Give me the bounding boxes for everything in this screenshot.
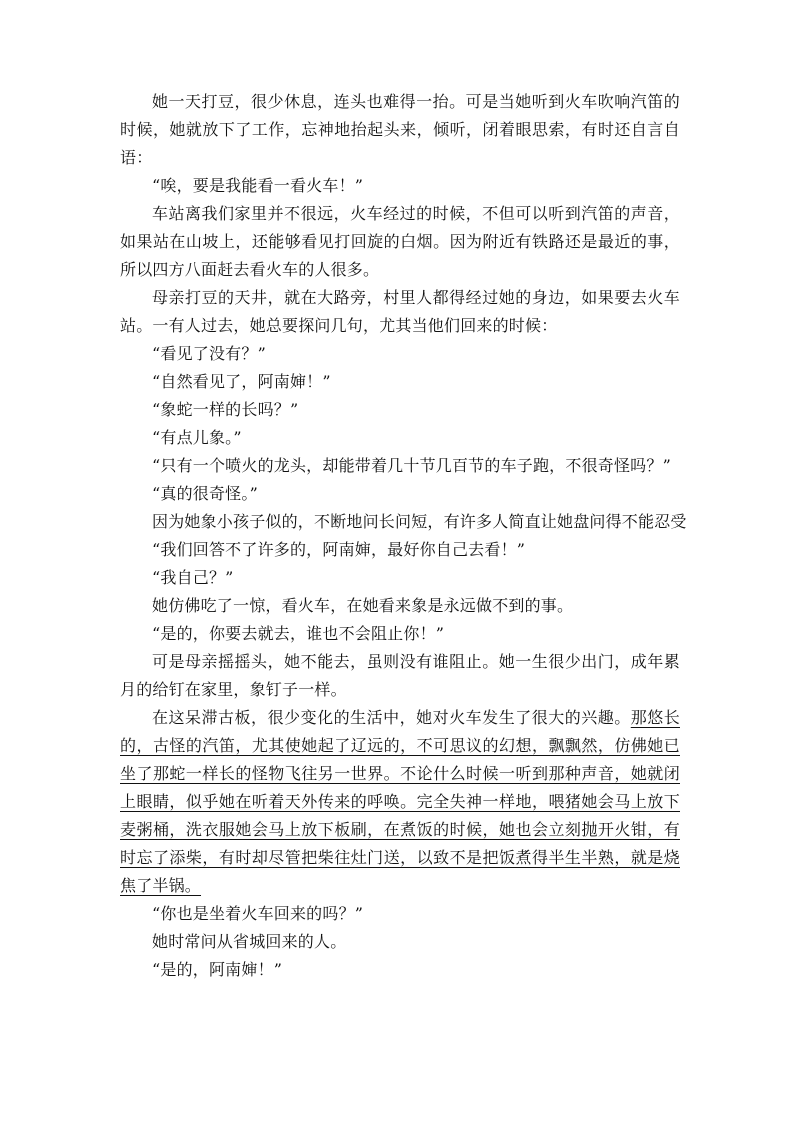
dialog-line-4: “象蛇一样的长吗？” [152,400,299,419]
dialog-line-8: 因为她象小孩子似的，不断地问长问短，有许多人简直让她盘问得不能忍受 [152,512,687,531]
document-body [120,88,687,984]
dialog-line-2: “看见了没有？” [152,344,266,363]
dialog-line-13: “你也是坐着火车回来的吗？” [152,904,364,923]
dialog-line-11: 她仿佛吃了一惊，看火车，在她看来象是永远做不到的事。 [152,596,574,615]
underlined-passage: 那悠长的，古怪的汽笛，尤其使她起了辽远的，不可思议的幻想，飘飘然，仿佛她已坐了那蛇一样长的怪物飞往另一世界。不论什么时候一听到那种声音，她就闭上眼睛，似乎她在听着天外传来的呼唤。完全失神一样地，喂猪她会马上放下麦粥桶，洗衣服她会马上放下板刷，在煮饭的时候，她也会立刻抛开火钳，有时忘了添柴，有时却尽管把柴往灶门送，以致不是把饭煮得半生半熟，就是烧焦了半锅。 [120,708,680,895]
dialog-line-1: “唉，要是我能看一看火车！” [152,176,364,195]
paragraph-1: 她一天打豆，很少休息，连头也难得一抬。可是当她听到火车吹响汽笛的时候，她就放下了工作，忘神地抬起头来，倾听，闭着眼思索，有时还自言自语： [120,92,680,167]
paragraph-3: 母亲打豆的天井，就在大路旁，村里人都得经过她的身边，如果要去火车站。一有人过去，她总要探问几句，尤其当他们回来的时候： [120,288,680,335]
dialog-line-3: “自然看见了，阿南婶！” [152,372,331,391]
underlined-paragraph-lead: 在这呆滞古板，很少变化的生活中，她对火车发生了很大的兴趣。 [152,708,631,727]
paragraph-4: 可是母亲摇摇头，她不能去，虽则没有谁阻止。她一生很少出门，成年累月的给钉在家里，象钉子一样。 [120,652,680,699]
underlined-paragraph [120,704,680,900]
dialog-line-10: “我自己？” [152,568,234,587]
dialog-line-15: “是的，阿南婶！” [152,960,283,979]
dialog-line-7: “真的很奇怪。” [152,484,258,503]
dialog-line-6: “只有一个喷火的龙头，却能带着几十节几百节的车子跑，不很奇怪吗？” [152,456,671,475]
dialog-line-12: “是的，你要去就去，谁也不会阻止你！” [152,624,445,643]
dialog-line-5: “有点儿象。” [152,428,242,447]
paragraph-2: 车站离我们家里并不很远，火车经过的时候，不但可以听到汽笛的声音，如果站在山坡上，还能够看见打回旋的白烟。因为附近有铁路还是最近的事，所以四方八面赶去看火车的人很多。 [120,204,680,279]
dialog-line-9: “我们回答不了许多的，阿南婶，最好你自己去看！” [152,540,526,559]
dialog-line-14: 她时常问从省城回来的人。 [152,932,347,951]
